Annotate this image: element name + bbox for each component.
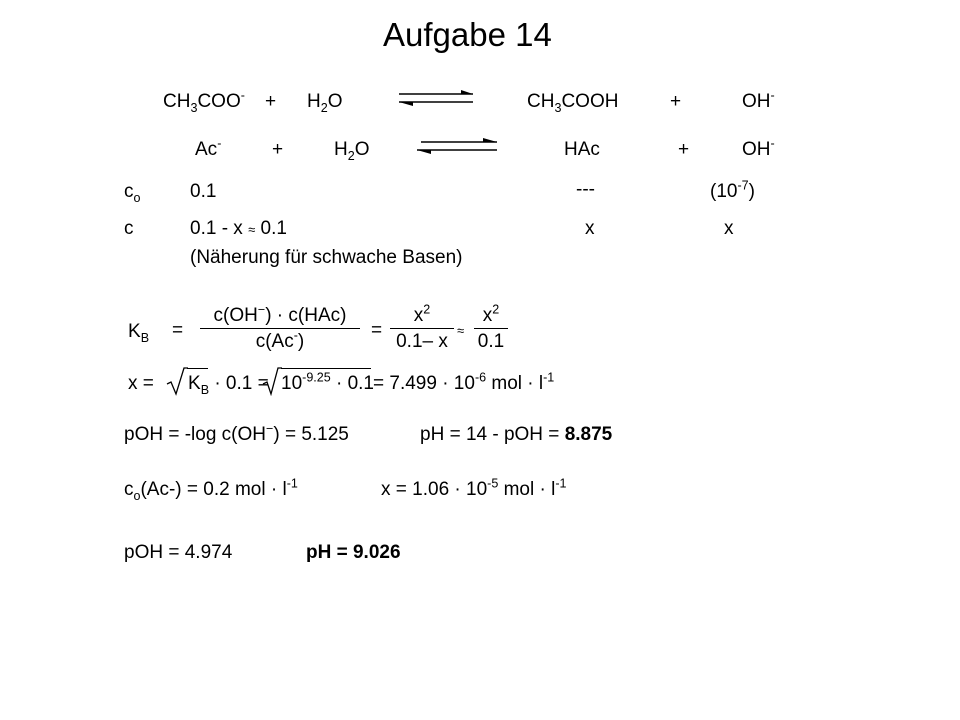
reaction2-plus2: +: [678, 139, 690, 160]
reaction1-product-acetic-acid: $CH_3COOH$: [527, 91, 619, 115]
c-hac-value: x: [585, 218, 595, 239]
kb-fraction-2: $x^2$ 0.1– x: [390, 306, 454, 351]
kb-equals-2: =: [371, 320, 383, 341]
reaction1-product-hydroxide: OH-: [742, 88, 775, 112]
x-value-line: $x = 1.06 \cdot 10^{-5}$ mol · $l^{-1}$: [381, 476, 567, 500]
reaction1-reactant-acetate: $CH_3COO^-$: [163, 88, 245, 115]
equilibrium-arrows-icon: [395, 88, 477, 110]
poh-calc-2: pOH = 4.974: [124, 542, 233, 563]
sqrt-overline: [187, 368, 208, 369]
reaction2-reactant-water: $H_2O$: [334, 139, 370, 163]
x-result: = $7.499 \cdot 10^{-6}$ mol · $l^{-1}$: [373, 370, 555, 394]
ph-result-1: pH = 14 - pOH = 8.875: [420, 424, 613, 445]
c0-oh-value: $(10^{-7})$: [710, 178, 755, 202]
page-title: Aufgabe 14: [383, 16, 552, 53]
reaction2-product-hydroxide: OH-: [742, 136, 775, 160]
sqrt-overline: [281, 368, 371, 369]
equilibrium-arrows-icon: [413, 136, 501, 158]
kb-fraction-3: $x^2$ 0.1: [474, 306, 508, 351]
sqrt-icon: [166, 366, 188, 396]
c-acetate-value: 0.1 - x ≈ 0.1: [190, 218, 287, 239]
x-power-term: $10^{-9.25} \cdot 0.1$: [281, 370, 375, 394]
c0-row-label: $c_o$: [124, 181, 141, 205]
c0-acetate-value: 0.1: [190, 181, 217, 202]
approximation-note: (Näherung für schwache Basen): [190, 247, 463, 268]
c-row-label: c: [124, 218, 134, 239]
reaction2-product-hac: HAc: [564, 139, 600, 160]
c-oh-value: x: [724, 218, 734, 239]
kb-equals: =: [172, 320, 184, 341]
reaction2-reactant-ac: Ac-: [195, 136, 222, 160]
sqrt-icon: [262, 366, 282, 396]
x-kb-term: $K_B \cdot 0.1$ =: [188, 373, 269, 397]
kb-fraction-1: c(OH−) · c(HAc) c(Ac-): [200, 306, 360, 351]
reaction1-reactant-water: $H_2O$: [307, 91, 343, 115]
ph-result-2: pH = 9.026: [306, 542, 401, 563]
reaction1-plus: +: [265, 91, 277, 112]
kb-symbol: $K_B$: [128, 321, 150, 345]
c0-acetate-line: $c_o(Ac-) = 0.2$ mol · $l^{-1}$: [124, 476, 298, 503]
reaction1-plus2: +: [670, 91, 682, 112]
reaction2-plus: +: [272, 139, 284, 160]
x-label: x =: [128, 373, 154, 394]
poh-calc-1: pOH = -log c(OH−) = 5.125: [124, 421, 349, 445]
c0-hac-value: ---: [576, 179, 595, 200]
kb-approx: ≈: [457, 323, 465, 338]
